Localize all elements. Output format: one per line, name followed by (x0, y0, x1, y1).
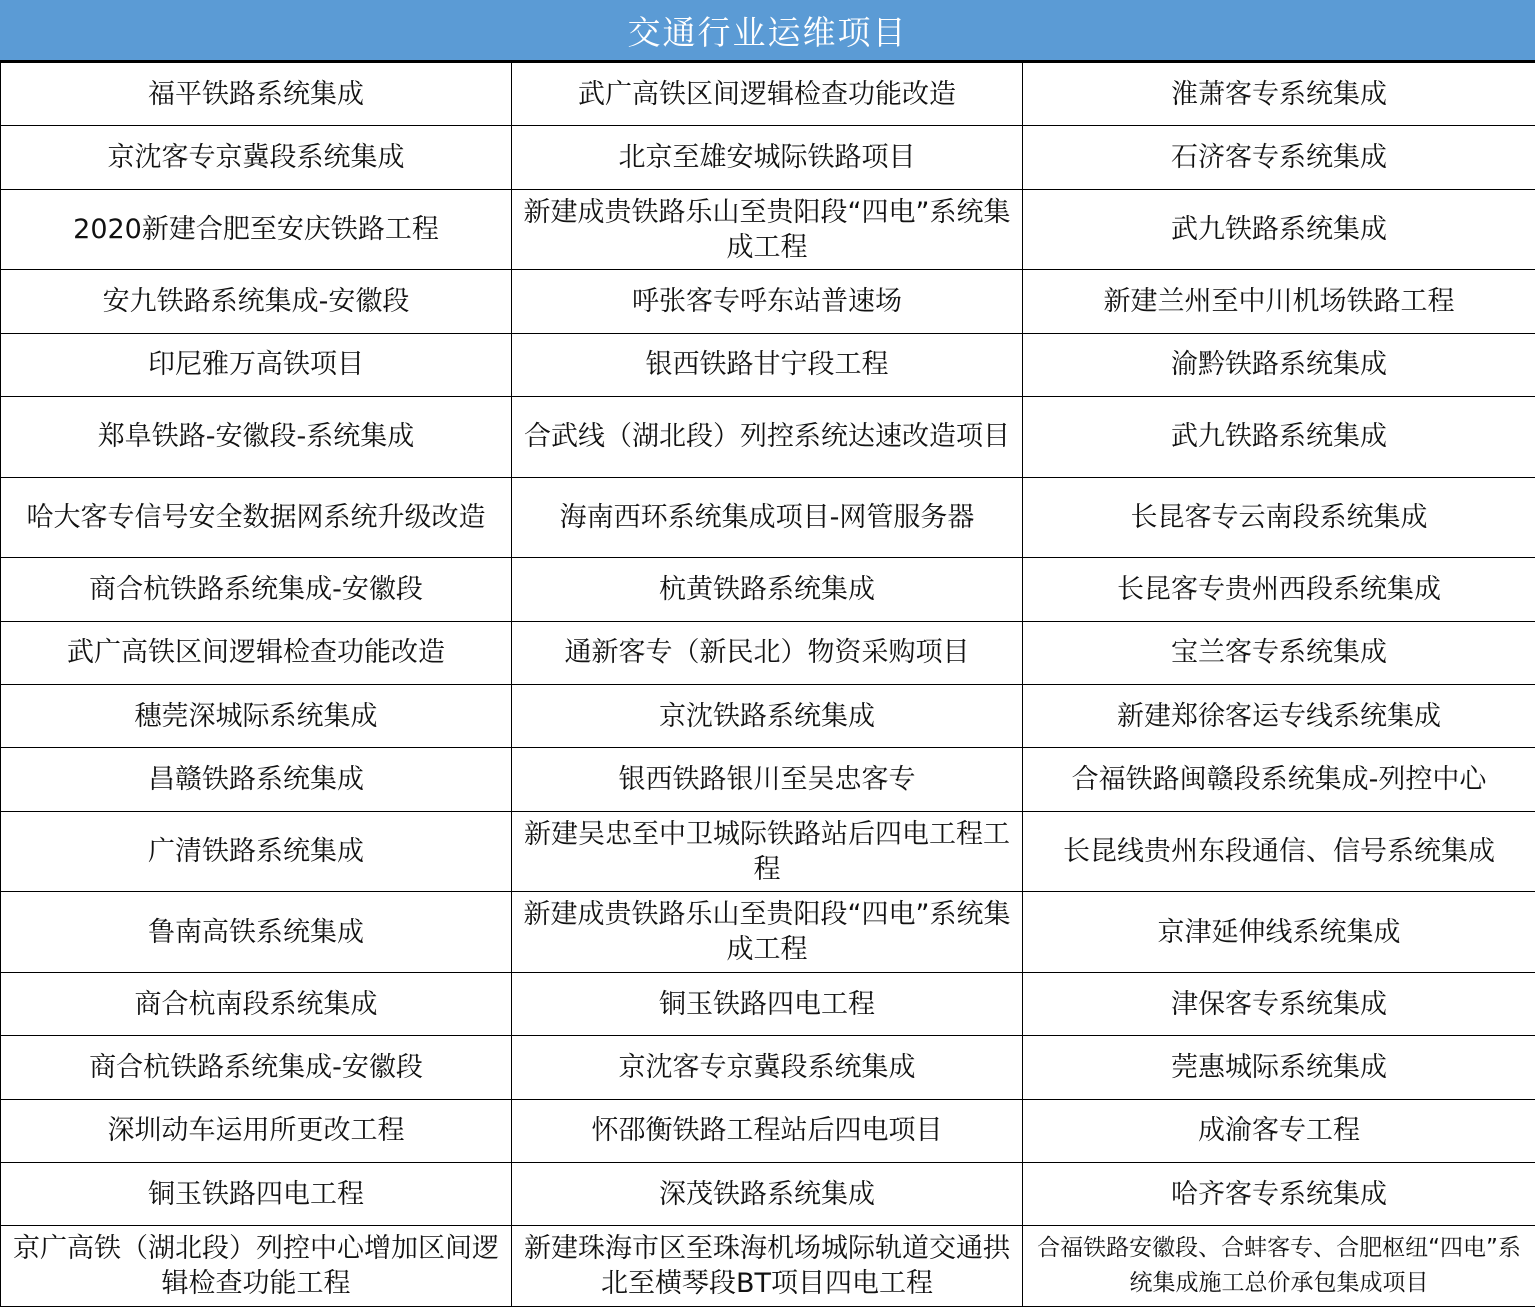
project-cell: 商合杭铁路系统集成-安徽段 (1, 558, 512, 621)
table-row (1, 684, 1535, 747)
project-cell: 通新客专（新民北）物资采购项目 (512, 621, 1023, 684)
table-row (1, 892, 1535, 973)
project-cell: 商合杭铁路系统集成-安徽段 (1, 1036, 512, 1099)
project-cell: 京沈铁路系统集成 (512, 684, 1023, 747)
project-cell: 淮萧客专系统集成 (1023, 63, 1535, 126)
project-cell: 福平铁路系统集成 (1, 63, 512, 126)
project-cell: 合武线（湖北段）列控系统达速改造项目 (512, 397, 1023, 478)
project-cell: 深圳动车运用所更改工程 (1, 1099, 512, 1162)
table-row (1, 1036, 1535, 1099)
table-row (1, 748, 1535, 811)
project-cell: 呼张客专呼东站普速场 (512, 270, 1023, 333)
project-cell: 武九铁路系统集成 (1023, 189, 1535, 270)
project-cell: 广清铁路系统集成 (1, 811, 512, 892)
project-cell: 怀邵衡铁路工程站后四电项目 (512, 1099, 1023, 1162)
project-cell: 京津延伸线系统集成 (1023, 892, 1535, 973)
table-row (1, 397, 1535, 478)
project-cell: 银西铁路甘宁段工程 (512, 333, 1023, 396)
project-cell: 新建成贵铁路乐山至贵阳段“四电”系统集成工程 (512, 189, 1023, 270)
table-row (1, 126, 1535, 189)
project-cell: 渝黔铁路系统集成 (1023, 333, 1535, 396)
project-cell: 津保客专系统集成 (1023, 972, 1535, 1035)
project-cell: 长昆客专贵州西段系统集成 (1023, 558, 1535, 621)
project-cell: 京广高铁（湖北段）列控中心增加区间逻辑检查功能工程 (1, 1226, 512, 1307)
project-cell: 安九铁路系统集成-安徽段 (1, 270, 512, 333)
table-row (1, 63, 1535, 126)
table-row (1, 811, 1535, 892)
project-cell: 新建成贵铁路乐山至贵阳段“四电”系统集成工程 (512, 892, 1023, 973)
project-cell: 铜玉铁路四电工程 (512, 972, 1023, 1035)
project-cell: 2020新建合肥至安庆铁路工程 (1, 189, 512, 270)
project-cell: 银西铁路银川至吴忠客专 (512, 748, 1023, 811)
project-cell: 石济客专系统集成 (1023, 126, 1535, 189)
project-cell: 新建郑徐客运专线系统集成 (1023, 684, 1535, 747)
project-cell: 穗莞深城际系统集成 (1, 684, 512, 747)
project-cell: 新建吴忠至中卫城际铁路站后四电工程工程 (512, 811, 1023, 892)
table-row (1, 1163, 1535, 1226)
project-cell: 京沈客专京冀段系统集成 (512, 1036, 1023, 1099)
project-cell: 杭黄铁路系统集成 (512, 558, 1023, 621)
project-cell: 深茂铁路系统集成 (512, 1163, 1023, 1226)
project-cell: 武广高铁区间逻辑检查功能改造 (512, 63, 1023, 126)
project-cell: 印尼雅万高铁项目 (1, 333, 512, 396)
project-cell: 昌赣铁路系统集成 (1, 748, 512, 811)
project-cell: 郑阜铁路-安徽段-系统集成 (1, 397, 512, 478)
project-cell: 合福铁路安徽段、合蚌客专、合肥枢纽“四电”系统集成施工总价承包集成项目 (1023, 1226, 1535, 1307)
project-cell: 合福铁路闽赣段系统集成-列控中心 (1023, 748, 1535, 811)
project-cell: 成渝客专工程 (1023, 1099, 1535, 1162)
table-row (1, 270, 1535, 333)
project-cell: 宝兰客专系统集成 (1023, 621, 1535, 684)
project-cell: 武广高铁区间逻辑检查功能改造 (1, 621, 512, 684)
project-cell: 长昆客专云南段系统集成 (1023, 477, 1535, 558)
project-cell: 铜玉铁路四电工程 (1, 1163, 512, 1226)
table-title: 交通行业运维项目 (0, 0, 1535, 62)
table-row (1, 621, 1535, 684)
project-cell: 鲁南高铁系统集成 (1, 892, 512, 973)
table-row (1, 1226, 1535, 1307)
project-cell: 长昆线贵州东段通信、信号系统集成 (1023, 811, 1535, 892)
project-cell: 新建兰州至中川机场铁路工程 (1023, 270, 1535, 333)
table-row (1, 972, 1535, 1035)
project-cell: 哈齐客专系统集成 (1023, 1163, 1535, 1226)
table-row (1, 558, 1535, 621)
table-row (1, 189, 1535, 270)
project-cell: 哈大客专信号安全数据网系统升级改造 (1, 477, 512, 558)
project-cell: 海南西环系统集成项目-网管服务器 (512, 477, 1023, 558)
project-cell: 新建珠海市区至珠海机场城际轨道交通拱北至横琴段BT项目四电工程 (512, 1226, 1023, 1307)
project-cell: 京沈客专京冀段系统集成 (1, 126, 512, 189)
projects-table-body (1, 63, 1535, 1307)
project-cell: 莞惠城际系统集成 (1023, 1036, 1535, 1099)
project-cell: 北京至雄安城际铁路项目 (512, 126, 1023, 189)
project-cell: 商合杭南段系统集成 (1, 972, 512, 1035)
table-row (1, 333, 1535, 396)
table-row (1, 477, 1535, 558)
table-row (1, 1099, 1535, 1162)
project-cell: 武九铁路系统集成 (1023, 397, 1535, 478)
projects-table (0, 62, 1535, 1307)
